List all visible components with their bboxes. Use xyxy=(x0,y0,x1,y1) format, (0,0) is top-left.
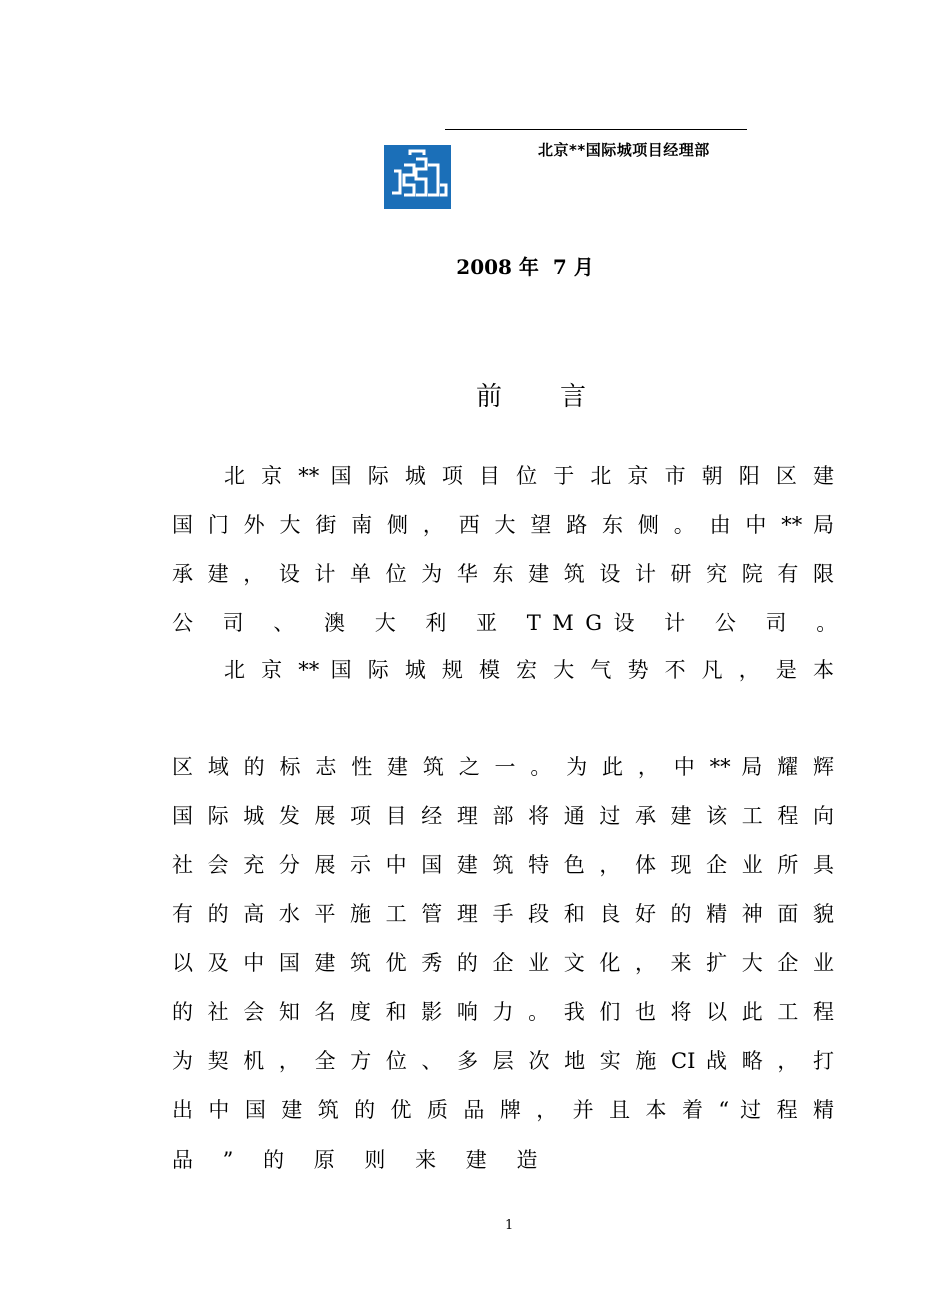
paragraph-line: 品 ” 的 原 则 来 建 造 xyxy=(172,1148,549,1172)
paragraph-line: 国 际 城 发 展 项 目 经 理 部 将 通 过 承 建 该 工 程 向 xyxy=(172,804,834,828)
paragraph-line: 出 中 国 建 筑 的 优 质 品 牌 ， 并 且 本 着 “ 过 程 精 xyxy=(172,1098,834,1122)
paragraph-line: 的 社 会 知 名 度 和 影 响 力 。 我 们 也 将 以 此 工 程 xyxy=(172,1000,834,1024)
paragraph-line: 北 京 ** 国 际 城 规 模 宏 大 气 势 不 凡 ， 是 本 xyxy=(224,658,834,682)
paragraph-line: 有 的 高 水 平 施 工 管 理 手 段 和 良 好 的 精 神 面 貌 xyxy=(172,902,834,926)
paragraph-line: 为 契 机 ， 全 方 位 、 多 层 次 地 实 施 CI 战 略 ， 打 xyxy=(172,1049,834,1073)
paragraph-line: 区 域 的 标 志 性 建 筑 之 一 。 为 此 ， 中 ** 局 耀 辉 xyxy=(172,755,834,779)
paragraph-line: 以 及 中 国 建 筑 优 秀 的 企 业 文 化 ， 来 扩 大 企 业 xyxy=(172,951,834,975)
document-date: 2008 年 7 月 xyxy=(456,255,594,279)
cscec-logo-icon xyxy=(384,145,451,209)
paragraph-line: 北 京 ** 国 际 城 项 目 位 于 北 京 市 朝 阳 区 建 xyxy=(224,464,834,488)
paragraph-line: 国 门 外 大 街 南 侧 ， 西 大 望 路 东 侧 。 由 中 ** 局 xyxy=(172,513,834,537)
paragraph-line: 公 司 、 澳 大 利 亚 TMG设 计 公 司 。 xyxy=(172,611,849,635)
header-rule xyxy=(445,129,747,130)
preface-title: 前言 xyxy=(476,382,645,412)
page-number: 1 xyxy=(505,1218,514,1233)
organization-name: 北京**国际城项目经理部 xyxy=(538,141,710,159)
paragraph-line: 社 会 充 分 展 示 中 国 建 筑 特 色 ， 体 现 企 业 所 具 xyxy=(172,853,834,877)
company-logo xyxy=(384,145,451,209)
paragraph-line: 承 建 ， 设 计 单 位 为 华 东 建 筑 设 计 研 究 院 有 限 xyxy=(172,562,834,586)
